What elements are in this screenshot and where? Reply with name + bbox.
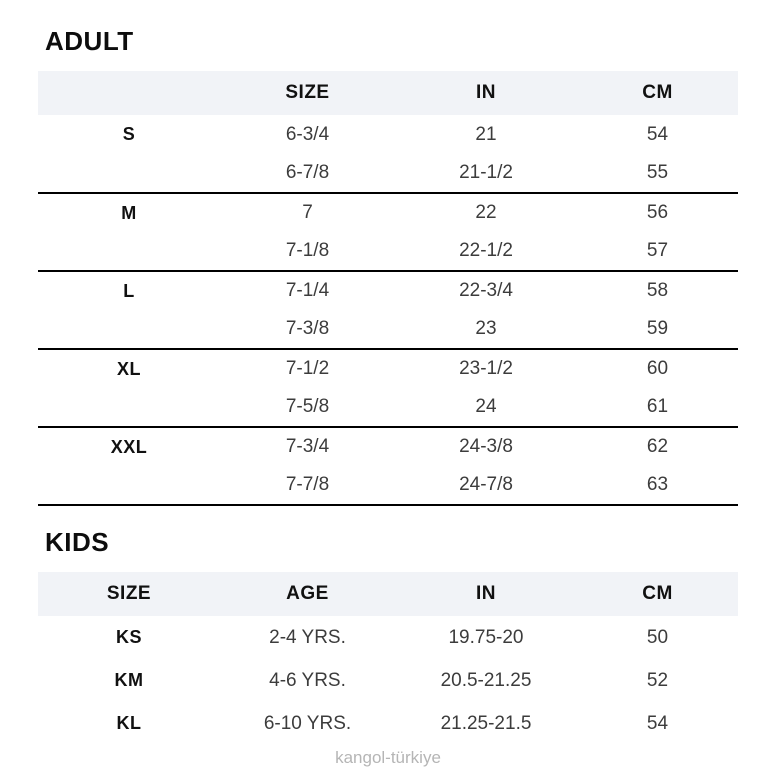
size-group-label [38, 154, 220, 193]
size-group-label [38, 310, 220, 349]
size-value: 7-3/4 [285, 436, 330, 457]
in-value: 24 [395, 388, 577, 427]
kids-header-size: SIZE [38, 572, 220, 616]
kids-header-in: IN [395, 572, 577, 616]
table-row [38, 349, 738, 388]
cm-value: 61 [577, 388, 738, 427]
cm-value: 60 [646, 358, 669, 379]
cm-value: 63 [577, 466, 738, 505]
in-value: 23 [395, 310, 577, 349]
size-value: 7-1/8 [220, 232, 395, 271]
in-value: 19.75-20 [448, 626, 524, 648]
in-value: 22-3/4 [459, 280, 513, 301]
size-group-label: M [121, 202, 137, 223]
size-value: 7-3/8 [220, 310, 395, 349]
size-value: 6-3/4 [285, 123, 330, 145]
in-value: 22-1/2 [395, 232, 577, 271]
cm-value: 56 [646, 202, 669, 223]
cm-value: 54 [646, 712, 669, 734]
cm-value: 58 [646, 280, 669, 301]
in-value: 23-1/2 [459, 358, 513, 379]
table-row [38, 702, 738, 745]
in-value: 24-3/8 [459, 436, 513, 457]
size-group-label: KM [114, 670, 144, 690]
kids-header-cm: CM [577, 572, 738, 616]
size-group-label: S [122, 124, 136, 144]
adult-header-in: IN [395, 71, 577, 115]
size-value: 7-7/8 [220, 466, 395, 505]
size-value: 6-7/8 [220, 154, 395, 193]
kids-section-title: KIDS [45, 527, 110, 557]
cm-value: 52 [646, 669, 669, 691]
cm-value: 55 [577, 154, 738, 193]
cm-value: 59 [577, 310, 738, 349]
size-value: 7-5/8 [220, 388, 395, 427]
table-row [38, 232, 738, 271]
in-value: 24-7/8 [395, 466, 577, 505]
adult-size-table [38, 71, 738, 506]
size-group-label: KL [116, 713, 142, 733]
table-row [38, 427, 738, 466]
size-group-label: L [123, 280, 135, 301]
age-value: 4-6 YRS. [269, 669, 346, 691]
table-row [38, 154, 738, 193]
size-group-label: XXL [110, 436, 148, 457]
adult-table-header-row [38, 71, 738, 115]
table-row [38, 193, 738, 232]
table-row [38, 466, 738, 505]
in-value: 21 [475, 123, 497, 145]
table-row [38, 388, 738, 427]
in-value: 22 [475, 202, 497, 223]
in-value: 20.5-21.25 [440, 669, 532, 691]
adult-header-cm: CM [577, 71, 738, 115]
kids-table-header-row [38, 572, 738, 616]
watermark-text: kangol-türkiye [335, 748, 441, 767]
table-row [38, 271, 738, 310]
table-row [38, 616, 738, 659]
size-group-label: XL [116, 358, 141, 379]
in-value: 21-1/2 [395, 154, 577, 193]
cm-value: 62 [646, 436, 669, 457]
adult-header-blank [38, 71, 220, 115]
cm-value: 54 [646, 123, 669, 145]
size-group-label [38, 232, 220, 271]
size-group-label [38, 388, 220, 427]
kids-header-age: AGE [220, 572, 395, 616]
table-row [38, 310, 738, 349]
size-value: 7-1/4 [285, 280, 330, 301]
kids-size-table [38, 572, 738, 745]
size-group-label [38, 466, 220, 505]
in-value: 21.25-21.5 [440, 712, 532, 734]
table-row [38, 659, 738, 702]
size-value: 7 [302, 202, 313, 223]
age-value: 6-10 YRS. [263, 712, 352, 734]
adult-section-title: ADULT [45, 26, 134, 56]
adult-header-size: SIZE [220, 71, 395, 115]
size-value: 7-1/2 [285, 358, 330, 379]
cm-value: 57 [577, 232, 738, 271]
cm-value: 50 [646, 626, 669, 648]
size-group-label: KS [115, 627, 142, 647]
table-row [38, 115, 738, 154]
age-value: 2-4 YRS. [269, 626, 346, 648]
